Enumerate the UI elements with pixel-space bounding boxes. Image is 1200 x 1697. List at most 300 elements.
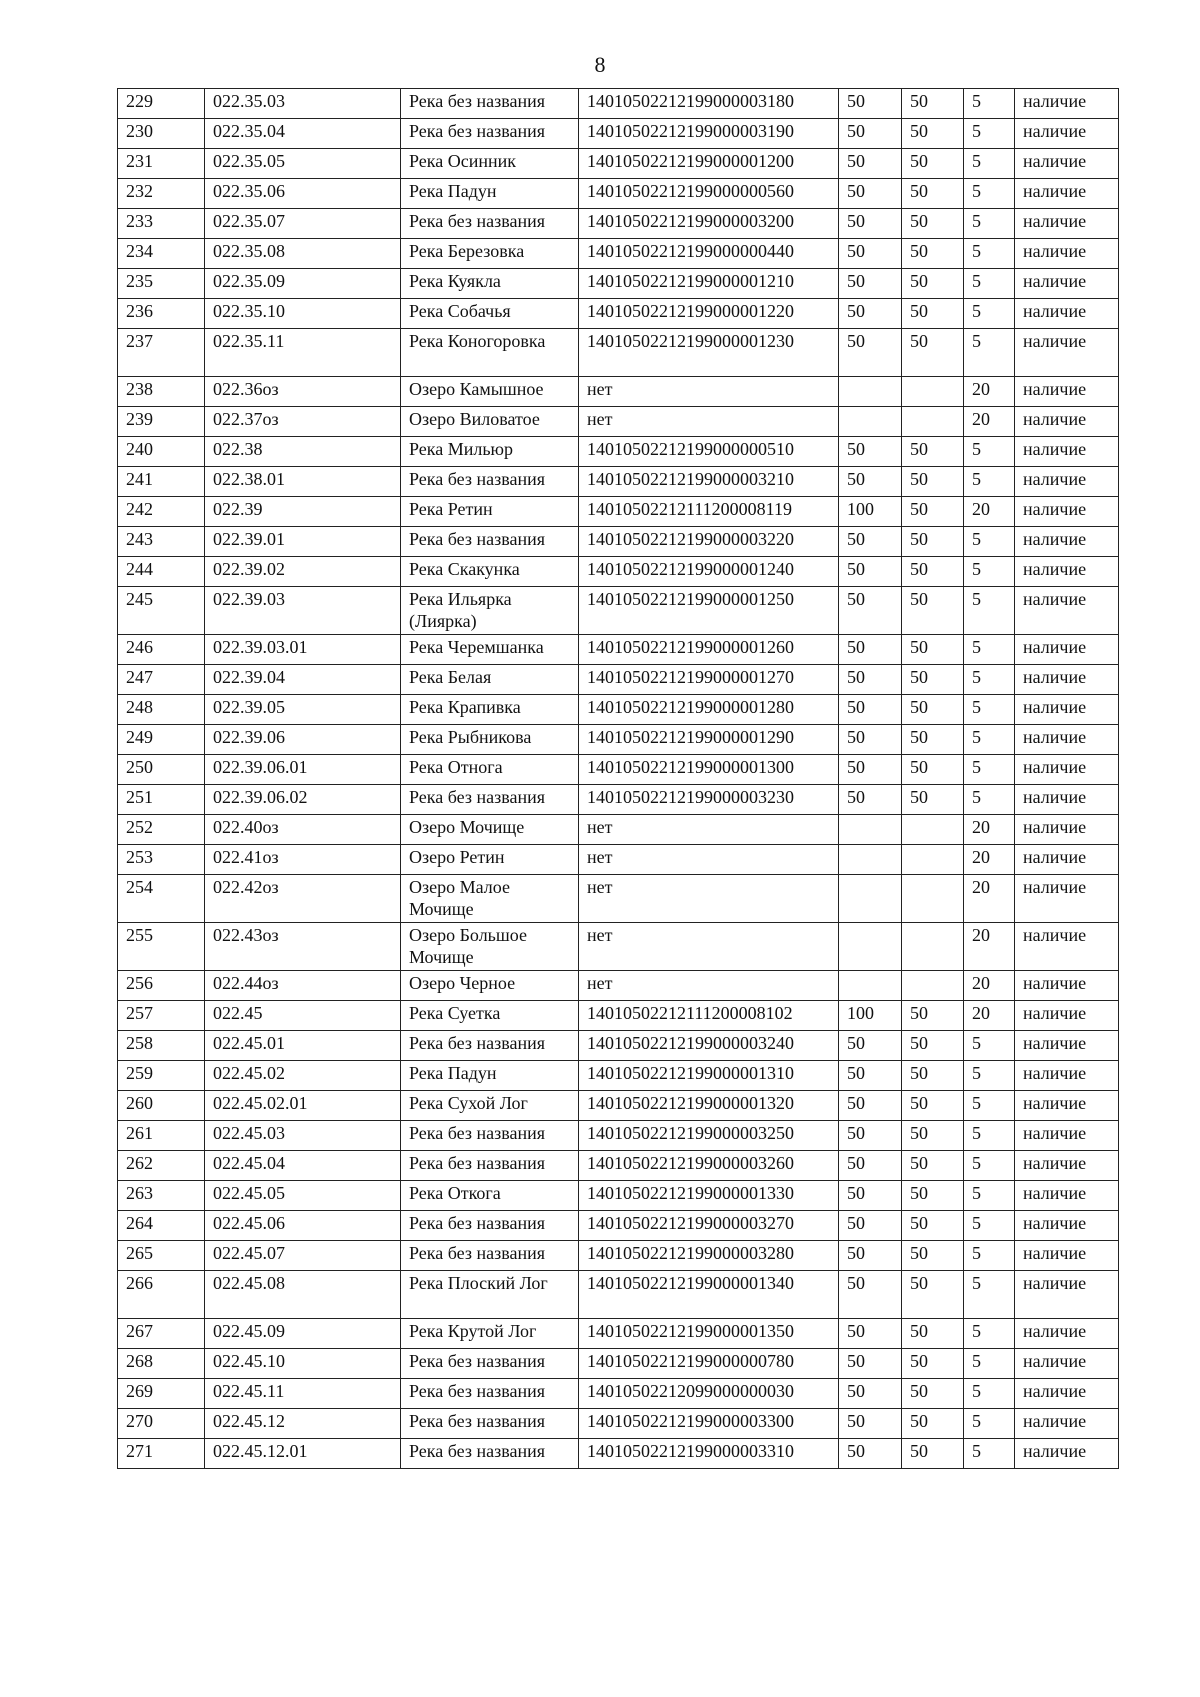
row-number-cell: 253 [118,845,205,875]
row-number-cell: 252 [118,815,205,845]
coastal-belt-cell: 50 [902,239,964,269]
table-row [118,1349,1119,1379]
status-cell: наличие [1015,89,1119,119]
page-number: 8 [594,52,606,77]
code-cell: 022.45.10 [205,1349,401,1379]
status-cell: наличие [1015,1439,1119,1469]
code-cell: 022.39.06.02 [205,785,401,815]
row-number-cell: 270 [118,1409,205,1439]
table-row [118,527,1119,557]
table-row [118,1439,1119,1469]
status-cell: наличие [1015,557,1119,587]
code-cell: 022.39.06.01 [205,755,401,785]
shore-strip-cell: 5 [964,725,1015,755]
status-cell: наличие [1015,299,1119,329]
shore-strip-cell: 5 [964,1091,1015,1121]
water-protection-zone-cell: 50 [839,89,902,119]
coastal-belt-cell: 50 [902,299,964,329]
registry-code-cell: 14010502212111200008119 [579,497,839,527]
code-cell: 022.35.07 [205,209,401,239]
water-protection-zone-cell: 50 [839,587,902,635]
table-row [118,1271,1119,1319]
shore-strip-cell: 20 [964,497,1015,527]
table-row [118,1061,1119,1091]
coastal-belt-cell [902,377,964,407]
shore-strip-cell: 5 [964,1409,1015,1439]
status-cell: наличие [1015,527,1119,557]
water-body-name-cell: Река Ильярка (Лиярка) [401,587,579,635]
coastal-belt-cell: 50 [902,497,964,527]
water-body-name-cell: Река Черемшанка [401,635,579,665]
row-number-cell: 271 [118,1439,205,1469]
status-cell: наличие [1015,407,1119,437]
shore-strip-cell: 5 [964,1121,1015,1151]
water-protection-zone-cell: 50 [839,1241,902,1271]
water-protection-zone-cell: 50 [839,1439,902,1469]
table-row [118,1151,1119,1181]
table-row [118,1379,1119,1409]
shore-strip-cell: 5 [964,785,1015,815]
status-cell: наличие [1015,119,1119,149]
code-cell: 022.39.03.01 [205,635,401,665]
code-cell: 022.43оз [205,923,401,971]
table-row [118,557,1119,587]
row-number-cell: 246 [118,635,205,665]
water-protection-zone-cell: 50 [839,179,902,209]
water-body-name-cell: Река Сухой Лог [401,1091,579,1121]
status-cell: наличие [1015,635,1119,665]
table-row [118,1409,1119,1439]
code-cell: 022.39.04 [205,665,401,695]
row-number-cell: 239 [118,407,205,437]
coastal-belt-cell: 50 [902,695,964,725]
table-row [118,329,1119,377]
coastal-belt-cell: 50 [902,1319,964,1349]
code-cell: 022.45.08 [205,1271,401,1319]
water-body-name-cell: Река без названия [401,89,579,119]
registry-code-cell: 14010502212199000001300 [579,755,839,785]
table-row [118,635,1119,665]
status-cell: наличие [1015,467,1119,497]
row-number-cell: 254 [118,875,205,923]
status-cell: наличие [1015,875,1119,923]
water-body-name-cell: Река Плоский Лог [401,1271,579,1319]
status-cell: наличие [1015,329,1119,377]
row-number-cell: 259 [118,1061,205,1091]
shore-strip-cell: 5 [964,1061,1015,1091]
table-row [118,1091,1119,1121]
water-protection-zone-cell: 50 [839,1091,902,1121]
coastal-belt-cell: 50 [902,1439,964,1469]
water-body-name-cell: Река Куякла [401,269,579,299]
water-protection-zone-cell [839,407,902,437]
shore-strip-cell: 20 [964,875,1015,923]
table-row [118,1319,1119,1349]
row-number-cell: 255 [118,923,205,971]
water-protection-zone-cell: 50 [839,149,902,179]
water-protection-zone-cell [839,377,902,407]
code-cell: 022.38 [205,437,401,467]
shore-strip-cell: 5 [964,1241,1015,1271]
row-number-cell: 234 [118,239,205,269]
table-row [118,299,1119,329]
water-body-name-cell: Озеро Виловатое [401,407,579,437]
shore-strip-cell: 5 [964,299,1015,329]
shore-strip-cell: 5 [964,557,1015,587]
table-row [118,785,1119,815]
water-body-name-cell: Река Крапивка [401,695,579,725]
water-protection-zone-cell: 50 [839,1271,902,1319]
shore-strip-cell: 5 [964,179,1015,209]
registry-code-cell: 14010502212199000003230 [579,785,839,815]
status-cell: наличие [1015,1151,1119,1181]
status-cell: наличие [1015,1061,1119,1091]
water-protection-zone-cell [839,815,902,845]
water-protection-zone-cell: 50 [839,329,902,377]
shore-strip-cell: 5 [964,467,1015,497]
registry-code-cell: 14010502212099000000030 [579,1379,839,1409]
water-body-name-cell: Река без названия [401,1379,579,1409]
row-number-cell: 238 [118,377,205,407]
water-protection-zone-cell: 50 [839,785,902,815]
code-cell: 022.38.01 [205,467,401,497]
code-cell: 022.39 [205,497,401,527]
water-protection-zone-cell: 50 [839,755,902,785]
shore-strip-cell: 5 [964,329,1015,377]
status-cell: наличие [1015,1319,1119,1349]
registry-code-cell: нет [579,971,839,1001]
coastal-belt-cell: 50 [902,149,964,179]
water-protection-zone-cell: 50 [839,467,902,497]
registry-code-cell: 14010502212199000003180 [579,89,839,119]
shore-strip-cell: 5 [964,269,1015,299]
status-cell: наличие [1015,1121,1119,1151]
status-cell: наличие [1015,1181,1119,1211]
table-row [118,725,1119,755]
table-row [118,179,1119,209]
row-number-cell: 268 [118,1349,205,1379]
table-row [118,149,1119,179]
registry-code-cell: 14010502212199000001230 [579,329,839,377]
registry-code-cell: 14010502212199000001290 [579,725,839,755]
shore-strip-cell: 20 [964,815,1015,845]
code-cell: 022.45.03 [205,1121,401,1151]
row-number-cell: 235 [118,269,205,299]
code-cell: 022.39.06 [205,725,401,755]
registry-code-cell: 14010502212199000000440 [579,239,839,269]
status-cell: наличие [1015,1241,1119,1271]
status-cell: наличие [1015,1211,1119,1241]
registry-code-cell: нет [579,845,839,875]
water-protection-zone-cell: 50 [839,1349,902,1379]
row-number-cell: 243 [118,527,205,557]
water-body-name-cell: Река Рыбникова [401,725,579,755]
registry-code-cell: 14010502212199000001240 [579,557,839,587]
table-row [118,467,1119,497]
row-number-cell: 256 [118,971,205,1001]
registry-code-cell: 14010502212199000003280 [579,1241,839,1271]
code-cell: 022.45.06 [205,1211,401,1241]
water-body-name-cell: Река Скакунка [401,557,579,587]
status-cell: наличие [1015,665,1119,695]
shore-strip-cell: 5 [964,1349,1015,1379]
water-protection-zone-cell: 50 [839,695,902,725]
water-body-name-cell: Река без названия [401,1031,579,1061]
coastal-belt-cell: 50 [902,467,964,497]
shore-strip-cell: 20 [964,923,1015,971]
table-row [118,875,1119,923]
status-cell: наличие [1015,269,1119,299]
code-cell: 022.45.02 [205,1061,401,1091]
shore-strip-cell: 5 [964,209,1015,239]
registry-code-cell: 14010502212199000001250 [579,587,839,635]
code-cell: 022.39.01 [205,527,401,557]
registry-code-cell: 14010502212199000001210 [579,269,839,299]
coastal-belt-cell: 50 [902,1061,964,1091]
shore-strip-cell: 5 [964,1271,1015,1319]
water-body-name-cell: Озеро Черное [401,971,579,1001]
row-number-cell: 262 [118,1151,205,1181]
code-cell: 022.39.05 [205,695,401,725]
water-body-name-cell: Река без названия [401,1409,579,1439]
coastal-belt-cell: 50 [902,665,964,695]
shore-strip-cell: 5 [964,1181,1015,1211]
water-body-name-cell: Река Березовка [401,239,579,269]
registry-code-cell: 14010502212199000003220 [579,527,839,557]
coastal-belt-cell: 50 [902,1121,964,1151]
coastal-belt-cell: 50 [902,1001,964,1031]
row-number-cell: 241 [118,467,205,497]
registry-code-cell: 14010502212199000001220 [579,299,839,329]
status-cell: наличие [1015,815,1119,845]
shore-strip-cell: 5 [964,755,1015,785]
table-row [118,1181,1119,1211]
water-protection-zone-cell [839,971,902,1001]
code-cell: 022.45.04 [205,1151,401,1181]
water-body-name-cell: Река Ретин [401,497,579,527]
water-body-name-cell: Озеро Ретин [401,845,579,875]
status-cell: наличие [1015,1091,1119,1121]
water-body-name-cell: Озеро Мочище [401,815,579,845]
coastal-belt-cell: 50 [902,1409,964,1439]
table-row [118,377,1119,407]
code-cell: 022.39.02 [205,557,401,587]
shore-strip-cell: 5 [964,1379,1015,1409]
water-protection-zone-cell: 50 [839,1181,902,1211]
row-number-cell: 263 [118,1181,205,1211]
water-body-name-cell: Река Белая [401,665,579,695]
coastal-belt-cell [902,407,964,437]
shore-strip-cell: 5 [964,1211,1015,1241]
table-row [118,269,1119,299]
water-protection-zone-cell: 50 [839,1211,902,1241]
row-number-cell: 250 [118,755,205,785]
water-protection-zone-cell: 100 [839,497,902,527]
water-body-name-cell: Река Осинник [401,149,579,179]
shore-strip-cell: 20 [964,971,1015,1001]
status-cell: наличие [1015,1031,1119,1061]
table-row [118,497,1119,527]
water-protection-zone-cell: 50 [839,239,902,269]
code-cell: 022.40оз [205,815,401,845]
coastal-belt-cell: 50 [902,527,964,557]
water-protection-zone-cell: 50 [839,725,902,755]
table-body [118,89,1119,1469]
registry-code-cell: нет [579,815,839,845]
water-body-name-cell: Река без названия [401,785,579,815]
status-cell: наличие [1015,179,1119,209]
table-row [118,665,1119,695]
row-number-cell: 231 [118,149,205,179]
code-cell: 022.35.09 [205,269,401,299]
status-cell: наличие [1015,1001,1119,1031]
registry-code-cell: 14010502212199000003200 [579,209,839,239]
row-number-cell: 244 [118,557,205,587]
registry-code-cell: 14010502212199000003310 [579,1439,839,1469]
table-row [118,587,1119,635]
code-cell: 022.45 [205,1001,401,1031]
water-body-name-cell: Река Суетка [401,1001,579,1031]
shore-strip-cell: 5 [964,89,1015,119]
row-number-cell: 264 [118,1211,205,1241]
status-cell: наличие [1015,377,1119,407]
registry-code-cell: 14010502212199000001330 [579,1181,839,1211]
coastal-belt-cell: 50 [902,179,964,209]
water-protection-zone-cell: 50 [839,1379,902,1409]
code-cell: 022.35.05 [205,149,401,179]
code-cell: 022.45.12 [205,1409,401,1439]
shore-strip-cell: 5 [964,119,1015,149]
coastal-belt-cell: 50 [902,557,964,587]
shore-strip-cell: 5 [964,587,1015,635]
water-protection-zone-cell: 50 [839,1061,902,1091]
code-cell: 022.37оз [205,407,401,437]
row-number-cell: 260 [118,1091,205,1121]
table-row [118,695,1119,725]
code-cell: 022.45.05 [205,1181,401,1211]
registry-code-cell: 14010502212199000001350 [579,1319,839,1349]
table-row [118,755,1119,785]
coastal-belt-cell: 50 [902,1031,964,1061]
water-protection-zone-cell: 50 [839,209,902,239]
row-number-cell: 236 [118,299,205,329]
code-cell: 022.39.03 [205,587,401,635]
registry-code-cell: 14010502212199000003300 [579,1409,839,1439]
shore-strip-cell: 5 [964,1439,1015,1469]
status-cell: наличие [1015,695,1119,725]
coastal-belt-cell: 50 [902,587,964,635]
coastal-belt-cell: 50 [902,1211,964,1241]
row-number-cell: 267 [118,1319,205,1349]
status-cell: наличие [1015,239,1119,269]
registry-code-cell: 14010502212199000003240 [579,1031,839,1061]
coastal-belt-cell: 50 [902,329,964,377]
water-body-name-cell: Река Падун [401,179,579,209]
status-cell: наличие [1015,785,1119,815]
water-protection-zone-cell [839,923,902,971]
status-cell: наличие [1015,1409,1119,1439]
status-cell: наличие [1015,149,1119,179]
water-bodies-table [117,88,1119,1469]
shore-strip-cell: 20 [964,845,1015,875]
code-cell: 022.35.03 [205,89,401,119]
status-cell: наличие [1015,209,1119,239]
registry-code-cell: 14010502212199000000780 [579,1349,839,1379]
row-number-cell: 269 [118,1379,205,1409]
code-cell: 022.35.11 [205,329,401,377]
status-cell: наличие [1015,1271,1119,1319]
water-body-name-cell: Озеро Камышное [401,377,579,407]
row-number-cell: 242 [118,497,205,527]
table-row [118,407,1119,437]
water-body-name-cell: Река без названия [401,1241,579,1271]
shore-strip-cell: 5 [964,665,1015,695]
coastal-belt-cell: 50 [902,1181,964,1211]
table-row [118,1241,1119,1271]
registry-code-cell: 14010502212199000003190 [579,119,839,149]
water-body-name-cell: Река без названия [401,527,579,557]
row-number-cell: 249 [118,725,205,755]
row-number-cell: 247 [118,665,205,695]
registry-code-cell: 14010502212199000001200 [579,149,839,179]
row-number-cell: 232 [118,179,205,209]
row-number-cell: 261 [118,1121,205,1151]
coastal-belt-cell [902,923,964,971]
code-cell: 022.42оз [205,875,401,923]
row-number-cell: 237 [118,329,205,377]
water-body-name-cell: Река без названия [401,1211,579,1241]
water-body-name-cell: Река Падун [401,1061,579,1091]
water-protection-zone-cell: 50 [839,269,902,299]
code-cell: 022.45.09 [205,1319,401,1349]
coastal-belt-cell: 50 [902,89,964,119]
registry-code-cell: нет [579,407,839,437]
status-cell: наличие [1015,1349,1119,1379]
water-protection-zone-cell: 50 [839,527,902,557]
water-protection-zone-cell: 50 [839,1151,902,1181]
shore-strip-cell: 5 [964,1319,1015,1349]
status-cell: наличие [1015,1379,1119,1409]
code-cell: 022.45.12.01 [205,1439,401,1469]
table-row [118,923,1119,971]
shore-strip-cell: 5 [964,239,1015,269]
status-cell: наличие [1015,971,1119,1001]
shore-strip-cell: 20 [964,377,1015,407]
water-body-name-cell: Река без названия [401,467,579,497]
table-row [118,1121,1119,1151]
water-protection-zone-cell: 50 [839,437,902,467]
coastal-belt-cell: 50 [902,725,964,755]
water-protection-zone-cell: 50 [839,665,902,695]
water-body-name-cell: Река без названия [401,1151,579,1181]
row-number-cell: 265 [118,1241,205,1271]
registry-code-cell: 14010502212199000000560 [579,179,839,209]
water-body-name-cell: Река без названия [401,119,579,149]
shore-strip-cell: 5 [964,149,1015,179]
status-cell: наличие [1015,437,1119,467]
table-row [118,209,1119,239]
water-body-name-cell: Река без названия [401,1439,579,1469]
row-number-cell: 248 [118,695,205,725]
registry-code-cell: 14010502212199000003210 [579,467,839,497]
water-body-name-cell: Озеро Малое Мочище [401,875,579,923]
table-row [118,1211,1119,1241]
shore-strip-cell: 5 [964,635,1015,665]
registry-code-cell: 14010502212199000001340 [579,1271,839,1319]
table-row [118,437,1119,467]
code-cell: 022.36оз [205,377,401,407]
status-cell: наличие [1015,845,1119,875]
